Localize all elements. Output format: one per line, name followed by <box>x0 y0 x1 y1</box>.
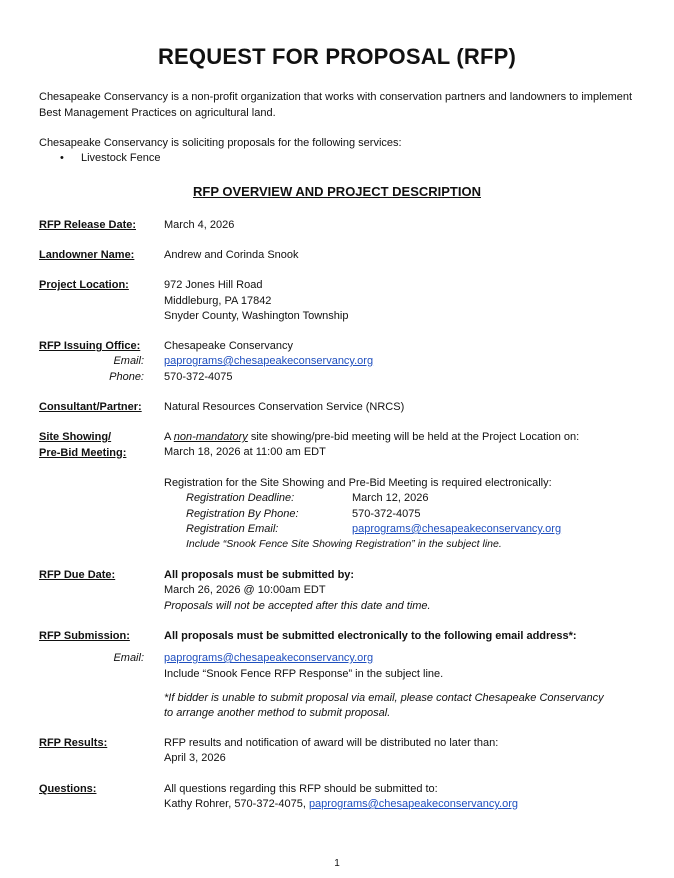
release-date-value: March 4, 2026 <box>164 219 235 231</box>
document-title: REQUEST FOR PROPOSAL (RFP) <box>157 44 517 69</box>
landowner-value: Andrew and Corinda Snook <box>164 249 299 261</box>
results-date: April 3, 2026 <box>164 752 226 764</box>
registration-email-label: Registration Email: <box>186 523 279 535</box>
due-date-value: March 26, 2026 @ 10:00am EDT <box>164 584 326 596</box>
submission-note-line: to arrange another method to submit proposal. <box>164 707 391 719</box>
submission-note-line: *If bidder is unable to submit proposal via email, please contact Chesapeake Conservancy <box>164 692 604 704</box>
site-showing-label-line: Pre-Bid Meeting: <box>39 446 127 459</box>
service-item: Livestock Fence <box>81 152 161 164</box>
page-number: 1 <box>334 858 340 869</box>
results-text: RFP results and notification of award will be distributed no later than: <box>164 737 499 749</box>
site-showing-label-line: Site Showing/ <box>39 431 112 443</box>
site-showing-label <box>39 430 126 461</box>
location-line: Snyder County, Washington Township <box>164 310 349 322</box>
location-line: 972 Jones Hill Road <box>164 279 263 291</box>
issuing-office-value: Chesapeake Conservancy <box>164 340 294 352</box>
submission-label: RFP Submission: <box>39 630 130 642</box>
non-mandatory-text: non-mandatory <box>173 431 248 443</box>
submission-email-link[interactable]: paprograms@chesapeakeconservancy.org <box>164 652 374 664</box>
services-intro: Chesapeake Conservancy is soliciting proposals for the following services: <box>39 137 402 149</box>
submission-email-label: Email: <box>113 652 144 664</box>
questions-contact <box>164 797 518 813</box>
section-heading: RFP OVERVIEW AND PROJECT DESCRIPTION <box>193 184 481 199</box>
registration-intro: Registration for the Site Showing and Pre-Bid Meeting is required electronically: <box>164 477 552 489</box>
questions-email-link[interactable]: paprograms@chesapeakeconservancy.org <box>308 798 519 810</box>
issuing-office-label: RFP Issuing Office: <box>39 340 141 352</box>
registration-deadline-label: Registration Deadline: <box>186 492 295 504</box>
site-showing-line <box>164 430 579 446</box>
due-date-heading: All proposals must be submitted by: <box>164 569 355 581</box>
registration-phone-label: Registration By Phone: <box>186 508 299 520</box>
due-date-note: Proposals will not be accepted after this date and time. <box>164 600 431 612</box>
site-text: A <box>164 431 174 443</box>
issuing-phone-value: 570-372-4075 <box>164 371 233 383</box>
registration-email-link[interactable]: paprograms@chesapeakeconservancy.org <box>352 523 562 535</box>
location-value <box>164 278 348 325</box>
landowner-label: Landowner Name: <box>39 249 135 261</box>
submission-include: Include “Snook Fence RFP Response” in the subject line. <box>164 668 444 680</box>
questions-text: All questions regarding this RFP should be submitted to: <box>164 783 438 795</box>
consultant-value: Natural Resources Conservation Service (NRCS) <box>164 401 405 413</box>
questions-label: Questions: <box>39 783 97 795</box>
submission-heading: All proposals must be submitted electronically to the following email address*: <box>164 630 577 642</box>
registration-deadline-value: March 12, 2026 <box>352 492 429 504</box>
issuing-email-link[interactable]: paprograms@chesapeakeconservancy.org <box>164 355 374 367</box>
contact-text: Kathy Rohrer, 570-372-4075, <box>164 798 309 810</box>
issuing-email-label: Email: <box>113 355 144 367</box>
location-line: Middleburg, PA 17842 <box>164 294 272 307</box>
registration-note: Include “Snook Fence Site Showing Registration” in the subject line. <box>186 538 502 550</box>
results-label: RFP Results: <box>39 737 108 749</box>
bullet-icon: • <box>60 152 64 164</box>
location-label: Project Location: <box>39 279 129 291</box>
release-date-label: RFP Release Date: <box>39 219 137 231</box>
consultant-label: Consultant/Partner: <box>39 401 142 413</box>
site-showing-date: March 18, 2026 at 11:00 am EDT <box>164 446 326 458</box>
intro-paragraph: Chesapeake Conservancy is a non-profit organization that works with conservation partners and landowners to implement Best Management Practices on agricultural land. <box>39 91 633 119</box>
registration-phone-value: 570-372-4075 <box>352 508 421 520</box>
due-date-label: RFP Due Date: <box>39 569 116 581</box>
site-text: site showing/pre-bid meeting will be held at the Project Location on: <box>247 431 580 443</box>
issuing-phone-label: Phone: <box>109 371 144 383</box>
